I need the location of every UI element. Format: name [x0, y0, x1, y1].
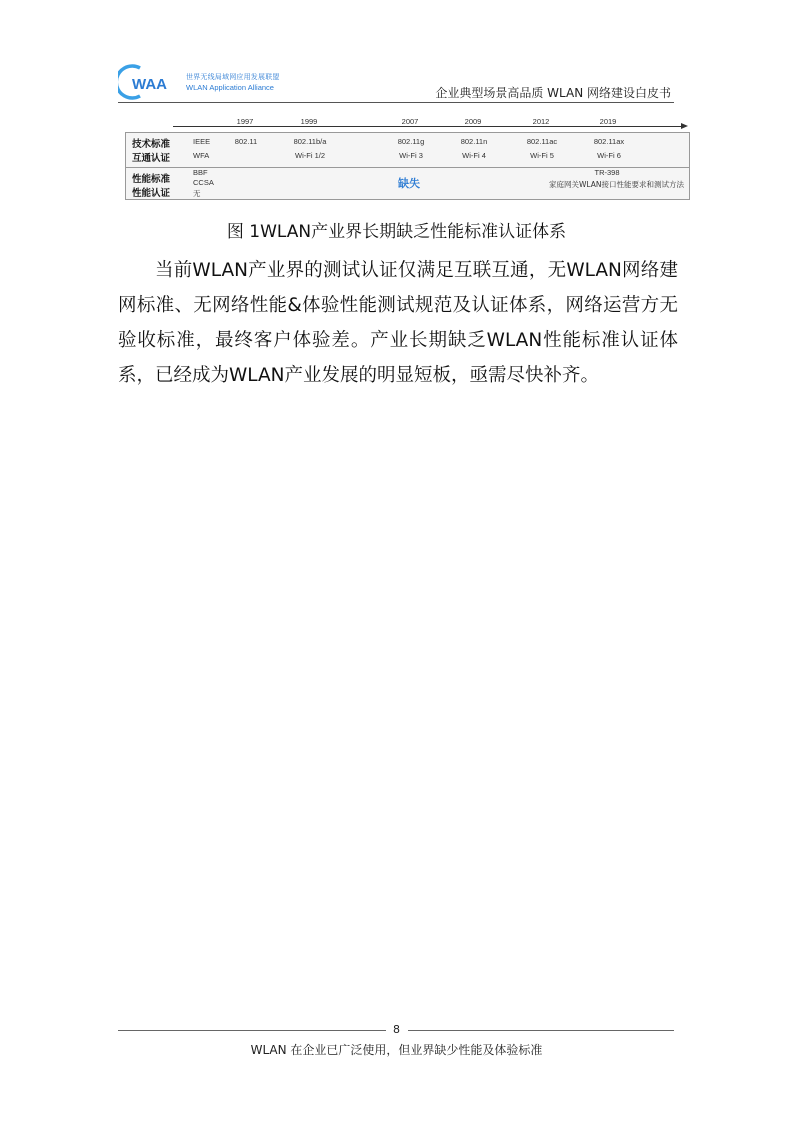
org-ccsa: CCSA [193, 178, 214, 187]
cert-cell: Wi-Fi 5 [530, 151, 554, 160]
page-number: 8 [393, 1023, 400, 1036]
standard-cell: 802.11g [397, 137, 425, 146]
year-label: 2009 [464, 117, 482, 126]
waa-logo [118, 62, 180, 102]
cert-cell: Wi-Fi 1/2 [295, 151, 325, 160]
year-label: 1997 [236, 117, 254, 126]
year-label: 2012 [532, 117, 550, 126]
cert-cell: Wi-Fi 6 [597, 151, 621, 160]
body-paragraph: 当前WLAN产业界的测试认证仅满足互联互通，无WLAN网络建网标准、无网络性能&体验性能测试规范及认证体系，网络运营方无验收标准，最终客户体验差。产业长期缺乏WLAN性能标准认证体系，已经成为WLAN产业发展的明显短板，亟需尽快补齐。 [118, 260, 678, 386]
standard-cell: 802.11n [460, 137, 488, 146]
none-label: 无 [193, 189, 201, 198]
tr398-description: 家庭网关WLAN接口性能要求和测试方法 [548, 180, 684, 189]
timeline-axis [173, 126, 683, 127]
standard-cell: 802.11 [234, 137, 258, 146]
wlan-standards-timeline [125, 115, 690, 205]
row-label-perf-standard: 性能标准 [132, 174, 171, 185]
year-label: 2019 [599, 117, 617, 126]
standard-cell: 802.11b/a [293, 137, 327, 146]
row-label-perf-cert: 性能认证 [132, 188, 171, 199]
row-label-interop-cert: 互通认证 [132, 153, 171, 164]
missing-label: 缺失 [398, 177, 420, 190]
cert-cell: Wi-Fi 4 [462, 151, 486, 160]
org-wfa: WFA [193, 151, 210, 160]
row-label-tech-standard: 技术标准 [132, 139, 171, 150]
org-name-en: WLAN Application Alliance [186, 83, 274, 92]
year-label: 1999 [300, 117, 318, 126]
tr398-label: TR-398 [594, 168, 620, 177]
year-label: 2007 [401, 117, 419, 126]
logo-text: WAA [132, 76, 167, 93]
org-name-cn: 世界无线局域网应用发展联盟 [186, 73, 280, 81]
standard-cell: 802.11ax [593, 137, 625, 146]
cert-cell: Wi-Fi 3 [399, 151, 423, 160]
org-bbf: BBF [193, 168, 208, 177]
document-title: 企业典型场景高品质 WLAN 网络建设白皮书 [435, 86, 671, 100]
standard-cell: 802.11ac [526, 137, 558, 146]
timeline-arrow-icon [681, 123, 688, 129]
org-ieee: IEEE [193, 137, 211, 146]
footer-text: WLAN 在企业已广泛使用，但业界缺少性能及体验标准 [250, 1043, 543, 1057]
header-divider [118, 102, 674, 103]
figure-caption: 图 1WLAN产业界长期缺乏性能标准认证体系 [226, 222, 567, 242]
